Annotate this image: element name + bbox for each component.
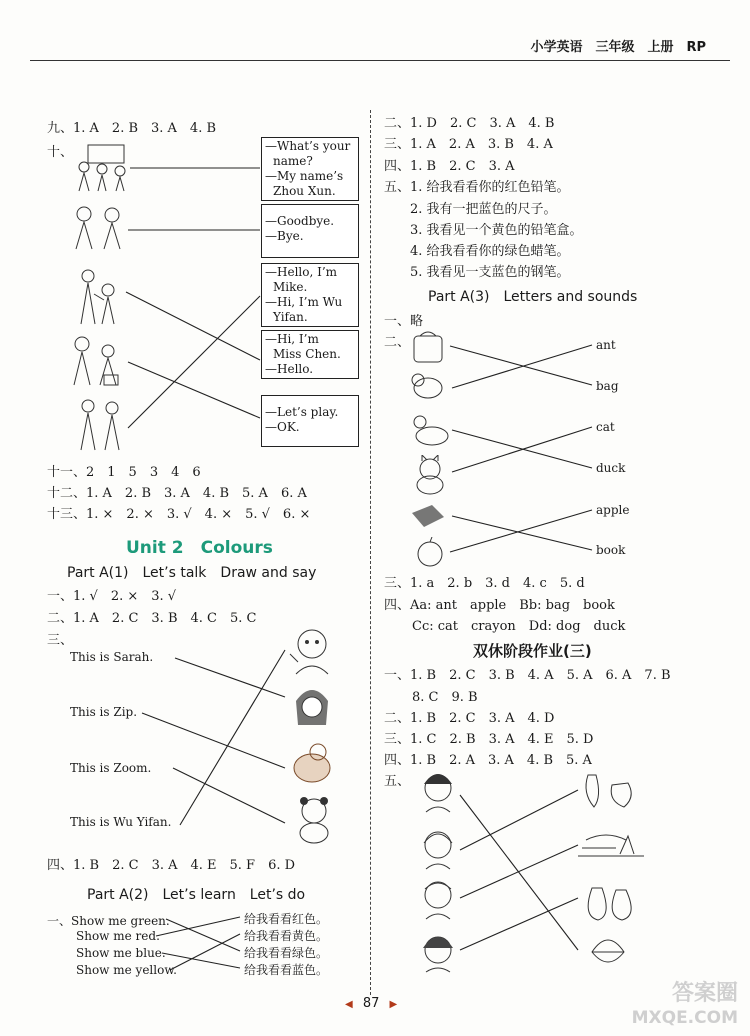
answer-line-ra3: 三、1. a 2. b 3. d 4. c 5. d: [384, 576, 585, 591]
watermark: [632, 982, 738, 1030]
answer-line-s4: 四、1. B 2. A 3. A 4. B 5. A: [384, 753, 592, 768]
answer-line-r2: 二、1. D 2. C 3. A 4. B: [384, 116, 555, 131]
answer-line-12: 十二、1. A 2. B 3. A 4. B 5. A 6. A: [47, 486, 307, 501]
word-book: book: [596, 543, 626, 557]
answer-line-s2: 二、1. B 2. C 3. A 4. D: [384, 711, 555, 726]
word-ant: ant: [596, 338, 616, 352]
answer-line-a1-4: 四、1. B 2. C 3. A 4. E 5. F 6. D: [47, 858, 296, 873]
show-me-red: Show me red.: [76, 929, 160, 943]
dialogue-line: Zhou Xun.: [273, 184, 336, 198]
dialogue-line: —Hi, I’m: [265, 332, 319, 346]
show-me-blue: Show me blue.: [76, 946, 166, 960]
dialogue-line: Miss Chen.: [273, 347, 341, 361]
answer-line-r5-1: 五、1. 给我看看你的红色铅笔。: [384, 180, 570, 195]
page-number: 87: [362, 996, 380, 1011]
answer-line-9: 九、1. A 2. B 3. A 4. B: [47, 121, 217, 136]
word-apple: apple: [596, 503, 630, 517]
answer-line-ra4b: Cc: cat crayon Dd: dog duck: [412, 619, 626, 634]
cn-yellow: 给我看看黄色。: [244, 929, 329, 943]
sentence-sarah: This is Sarah.: [70, 650, 154, 664]
next-page-icon[interactable]: ▶: [389, 999, 398, 1010]
dialogue-line: Yifan.: [273, 310, 308, 324]
dialogue-line: —My name’s: [265, 169, 344, 183]
word-cat: cat: [596, 420, 615, 434]
part-a3-heading: Part A(3) Letters and sounds: [428, 289, 638, 305]
answer-line-r5-5: 5. 我看见一支蓝色的钢笔。: [410, 265, 570, 280]
dialogue-line: —Hi, I’m Wu: [265, 295, 343, 309]
answer-line-10: 十、: [47, 145, 74, 160]
answer-line-s1a: 一、1. B 2. C 3. B 4. A 5. A 6. A 7. B: [384, 668, 671, 683]
page-footer: [345, 996, 397, 1011]
answer-line-ra2: 二、: [384, 335, 411, 350]
cn-red: 给我看看红色。: [244, 912, 329, 926]
watermark-line: 答案圈: [671, 981, 738, 1006]
cn-blue: 给我看看蓝色。: [244, 963, 329, 977]
dialogue-line: —Goodbye.: [265, 214, 335, 228]
sentence-zip: This is Zip.: [70, 705, 138, 719]
answer-line-a1-1: 一、1. √ 2. × 3. √: [47, 589, 177, 604]
unit-title: Unit 2 Colours: [126, 538, 273, 558]
answer-line-s5: 五、: [384, 774, 411, 789]
dialogue-line: —Let’s play.: [265, 405, 339, 419]
page-header: 小学英语 三年级 上册 RP: [530, 40, 706, 55]
part-a1-heading: Part A(1) Let’s talk Draw and say: [67, 565, 317, 581]
dialogue-line: —OK.: [265, 420, 300, 434]
answer-line-r3: 三、1. A 2. A 3. B 4. A: [384, 137, 553, 152]
cn-green: 给我看看绿色。: [244, 946, 329, 960]
section-heading: 双休阶段作业(三): [473, 642, 592, 660]
dialogue-line: Mike.: [273, 280, 308, 294]
sentence-zoom: This is Zoom.: [70, 761, 152, 775]
dialogue-line: —Bye.: [265, 229, 304, 243]
word-duck: duck: [596, 461, 626, 475]
show-me-green: 一、Show me green.: [47, 914, 170, 928]
answer-line-a1-3: 三、: [47, 633, 74, 648]
dialogue-line: —What’s your: [265, 139, 351, 153]
answer-line-r4: 四、1. B 2. C 3. A: [384, 159, 515, 174]
part-a2-heading: Part A(2) Let’s learn Let’s do: [87, 887, 306, 903]
answer-line-13: 十三、1. × 2. × 3. √ 4. × 5. √ 6. ×: [47, 507, 311, 522]
answer-line-r5-4: 4. 给我看看你的绿色蜡笔。: [410, 244, 570, 259]
watermark-line: MXQE.COM: [631, 1008, 738, 1028]
answer-line-r5-2: 2. 我有一把蓝色的尺子。: [410, 202, 557, 217]
answer-line-a1-2: 二、1. A 2. C 3. B 4. C 5. C: [47, 611, 257, 626]
sentence-wu-yifan: This is Wu Yifan.: [70, 815, 172, 829]
show-me-yellow: Show me yellow.: [76, 963, 177, 977]
answer-line-r5-3: 3. 我看见一个黄色的铅笔盒。: [410, 223, 583, 238]
prev-page-icon[interactable]: ◀: [345, 999, 353, 1010]
answer-line-ra4a: 四、Aa: ant apple Bb: bag book: [384, 598, 615, 613]
dialogue-line: name?: [273, 154, 313, 168]
answer-line-ra1: 一、略: [384, 314, 424, 329]
answer-line-s3: 三、1. C 2. B 3. A 4. E 5. D: [384, 732, 594, 747]
dialogue-line: —Hello, I’m: [265, 265, 338, 279]
word-bag: bag: [596, 379, 619, 393]
answer-line-s1b: 8. C 9. B: [412, 690, 478, 705]
answer-line-11: 十一、2 1 5 3 4 6: [47, 465, 201, 480]
dialogue-line: —Hello.: [265, 362, 314, 376]
